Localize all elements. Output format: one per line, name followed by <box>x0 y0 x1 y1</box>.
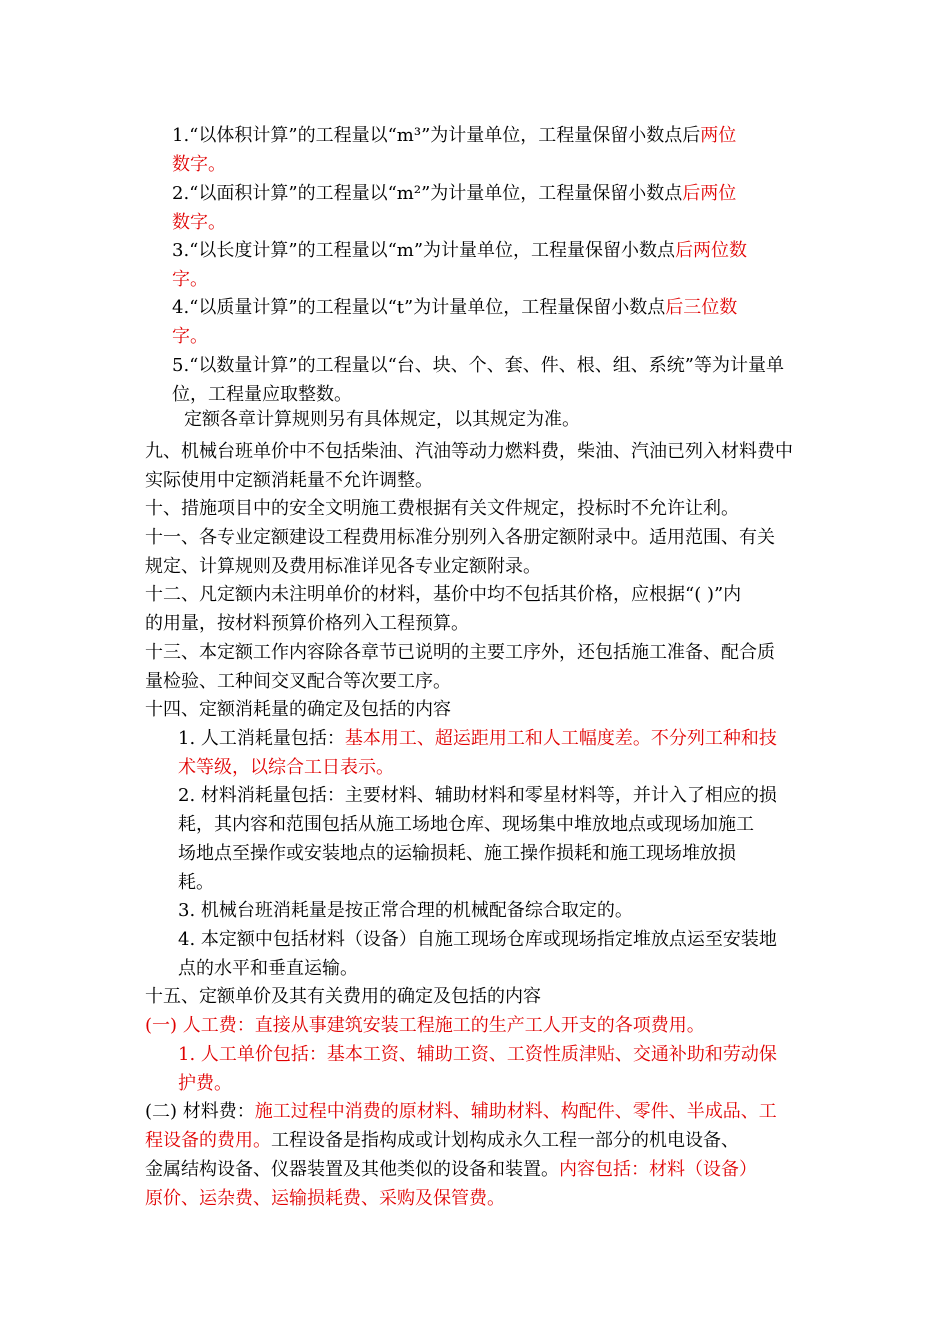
highlight-run: 程设备的费用。 <box>145 1130 271 1151</box>
text-run: 5.“以数量计算”的工程量以“台、块、个、套、件、根、组、系统”等为计量单 <box>172 355 784 376</box>
text-line <box>172 179 736 208</box>
text-line <box>184 405 580 434</box>
text-line <box>172 208 736 237</box>
text-line <box>178 868 777 897</box>
note-chapter-rules <box>184 405 580 434</box>
highlight-run: 后两位 <box>682 183 737 204</box>
text-run: 的用量，按材料预算价格列入工程预算。 <box>145 613 469 634</box>
highlight-run: 施工过程中消费的原材料、辅助材料、构配件、零件、半成品、工 <box>254 1101 777 1122</box>
text-run: 4. 本定额中包括材料（设备）自施工现场仓库或现场指定堆放点运至安装地 <box>178 929 777 950</box>
s15-part-2 <box>145 1097 777 1213</box>
text-line <box>172 293 737 322</box>
item-4-mass <box>172 293 737 351</box>
item-1-volume <box>172 121 736 179</box>
text-run: (二) 材料费： <box>145 1101 255 1122</box>
highlight-run: 内容包括：材料（设备） <box>559 1159 757 1180</box>
text-line <box>178 753 777 782</box>
text-run: 2. 材料消耗量包括：主要材料、辅助材料和零星材料等，并计入了相应的损 <box>178 785 777 806</box>
highlight-run: 后三位数 <box>665 297 738 318</box>
text-line <box>178 925 777 954</box>
text-line <box>145 494 739 523</box>
highlight-run: 护费。 <box>178 1073 232 1094</box>
text-run: 实际使用中定额消耗量不允许调整。 <box>145 470 433 491</box>
s14-item-2 <box>178 781 777 897</box>
highlight-run: 1. 人工单价包括：基本工资、辅助工资、工资性质津贴、交通补助和劳动保 <box>178 1044 777 1065</box>
text-line <box>178 896 633 925</box>
text-run: 1. 人工消耗量包括： <box>178 728 345 749</box>
item-5-quantity <box>172 351 784 409</box>
text-line <box>178 724 777 753</box>
highlight-run: (一) 人工费：直接从事建筑安装工程施工的生产工人开支的各项费用。 <box>145 1015 705 1036</box>
text-line <box>178 954 777 983</box>
text-line <box>145 609 741 638</box>
highlight-run: 字。 <box>172 326 208 347</box>
text-run: 耗，其内容和范围包括从施工场地仓库、现场集中堆放地点或现场加施工 <box>178 814 754 835</box>
text-run: 十二、凡定额内未注明单价的材料，基价中均不包括其价格，应根据“( )”内 <box>145 584 742 605</box>
highlight-run: 数字。 <box>172 212 226 233</box>
text-line <box>172 236 747 265</box>
s14-item-4 <box>178 925 777 983</box>
text-run: 场地点至操作或安装地点的运输损耗、施工操作损耗和施工现场堆放损 <box>178 843 736 864</box>
text-run: 位，工程量应取整数。 <box>172 384 352 405</box>
s14-item-1 <box>178 724 777 782</box>
highlight-run: 基本用工、超运距用工和人工幅度差。不分列工种和技 <box>344 728 777 749</box>
text-line <box>172 351 784 380</box>
text-run: 十一、各专业定额建设工程费用标准分别列入各册定额附录中。适用范围、有关 <box>145 527 775 548</box>
text-run: 十、措施项目中的安全文明施工费根据有关文件规定，投标时不允许让利。 <box>145 498 739 519</box>
text-line <box>172 322 737 351</box>
section-11 <box>145 523 775 581</box>
text-run: 4.“以质量计算”的工程量以“t”为计量单位，工程量保留小数点 <box>172 297 666 318</box>
text-line <box>172 150 736 179</box>
text-run: 2.“以面积计算”的工程量以“m²”为计量单位，工程量保留小数点 <box>172 183 683 204</box>
text-run: 1.“以体积计算”的工程量以“m³”为计量单位，工程量保留小数点后 <box>172 125 701 146</box>
s15-part-1 <box>145 1011 705 1040</box>
text-line <box>172 121 736 150</box>
section-13 <box>145 638 775 696</box>
text-run: 3. 机械台班消耗量是按正常合理的机械配备综合取定的。 <box>178 900 633 921</box>
text-line <box>145 466 793 495</box>
item-2-area <box>172 179 736 237</box>
text-run: 十四、定额消耗量的确定及包括的内容 <box>145 699 451 720</box>
text-line <box>145 1184 777 1213</box>
text-line <box>145 982 541 1011</box>
text-line <box>145 523 775 552</box>
text-run: 3.“以长度计算”的工程量以“m”为计量单位，工程量保留小数点 <box>172 240 676 261</box>
s14-item-3 <box>178 896 633 925</box>
highlight-run: 原价、运杂费、运输损耗费、采购及保管费。 <box>145 1188 505 1209</box>
section-9 <box>145 437 793 495</box>
text-line <box>145 1011 705 1040</box>
text-line <box>178 1069 777 1098</box>
s15-part-1-item-1 <box>178 1040 777 1098</box>
text-line <box>172 265 747 294</box>
text-line <box>178 810 777 839</box>
highlight-run: 术等级，以综合工日表示。 <box>178 757 394 778</box>
text-line <box>145 638 775 667</box>
text-line <box>145 1155 777 1184</box>
highlight-run: 字。 <box>172 269 208 290</box>
text-run: 工程设备是指构成或计划构成永久工程一部分的机电设备、 <box>271 1130 739 1151</box>
text-line <box>178 1040 777 1069</box>
item-3-length <box>172 236 747 294</box>
text-run: 点的水平和垂直运输。 <box>178 958 358 979</box>
text-run: 金属结构设备、仪器装置及其他类似的设备和装置。 <box>145 1159 559 1180</box>
text-run: 量检验、工种间交叉配合等次要工序。 <box>145 671 451 692</box>
text-line <box>145 1126 777 1155</box>
text-line <box>178 781 777 810</box>
text-line <box>145 1097 777 1126</box>
text-run: 十五、定额单价及其有关费用的确定及包括的内容 <box>145 986 541 1007</box>
highlight-run: 数字。 <box>172 154 226 175</box>
text-run: 耗。 <box>178 872 214 893</box>
text-line <box>145 667 775 696</box>
highlight-run: 后两位数 <box>675 240 748 261</box>
text-line <box>145 552 775 581</box>
section-12 <box>145 580 741 638</box>
text-line <box>145 580 741 609</box>
section-10 <box>145 494 739 523</box>
text-line <box>145 695 451 724</box>
section-14-heading <box>145 695 451 724</box>
text-run: 定额各章计算规则另有具体规定，以其规定为准。 <box>184 409 580 430</box>
text-run: 规定、计算规则及费用标准详见各专业定额附录。 <box>145 556 541 577</box>
text-run: 九、机械台班单价中不包括柴油、汽油等动力燃料费，柴油、汽油已列入材料费中 <box>145 441 793 462</box>
text-run: 十三、本定额工作内容除各章节已说明的主要工序外，还包括施工准备、配合质 <box>145 642 775 663</box>
text-line <box>145 437 793 466</box>
section-15-heading <box>145 982 541 1011</box>
highlight-run: 两位 <box>700 125 737 146</box>
text-line <box>178 839 777 868</box>
